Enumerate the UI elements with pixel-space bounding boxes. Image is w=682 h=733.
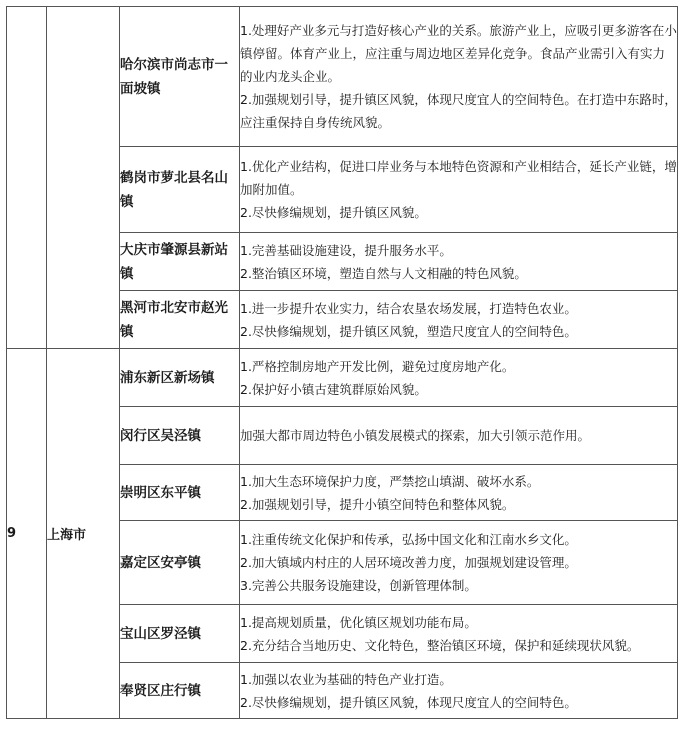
row-number-cell: 9	[7, 349, 47, 719]
town-name-cell: 哈尔滨市尚志市一面坡镇	[120, 7, 240, 147]
measure-item: 1.进一步提升农业实力，结合农垦农场发展，打造特色农业。	[240, 300, 577, 316]
measures-cell	[240, 465, 678, 521]
measure-item: 1.提高规划质量，优化镇区规划功能布局。	[240, 614, 477, 630]
town-name-cell: 鹤岗市萝北县名山镇	[120, 147, 240, 233]
measure-item: 2.尽快修编规划，提升镇区风貌。	[240, 205, 427, 220]
measures-cell	[240, 291, 678, 349]
town-name-cell: 大庆市肇源县新站镇	[120, 233, 240, 291]
town-name-cell: 黑河市北安市赵光镇	[120, 291, 240, 349]
towns-table	[6, 6, 678, 719]
measure-item: 2.加强规划引导，提升小镇空间特色和整体风貌。	[240, 496, 515, 512]
measure-item: 2.尽快修编规划，提升镇区风貌，塑造尺度宜人的空间特色。	[240, 323, 577, 339]
measures-cell	[240, 407, 678, 465]
measures-cell	[240, 7, 678, 147]
measure-item: 3.完善公共服务设施建设，创新管理体制。	[240, 578, 477, 593]
measure-item: 1.优化产业结构，促进口岸业务与本地特色资源和产业相结合，延长产业链，增加附加值。	[240, 159, 677, 197]
measure-item: 1.处理好产业多元与打造好核心产业的关系。旅游产业上，应吸引更多游客在小镇停留。体育产业上，应注重与周边地区差异化竞争。食品产业需引入有实力的业内龙头企业。	[240, 23, 677, 84]
town-name-cell: 宝山区罗泾镇	[120, 605, 240, 663]
province-cell	[47, 7, 120, 349]
measure-item: 1.注重传统文化保护和传承，弘扬中国文化和江南水乡文化。	[240, 532, 577, 547]
town-name-cell: 嘉定区安亭镇	[120, 521, 240, 605]
measure-item: 2.整治镇区环境，塑造自然与人文相融的特色风貌。	[240, 265, 527, 281]
measure-item: 2.保护好小镇古建筑群原始风貌。	[240, 381, 427, 397]
province-cell: 上海市	[47, 349, 120, 719]
measure-item: 2.加大镇域内村庄的人居环境改善力度，加强规划建设管理。	[240, 555, 577, 570]
measure-item: 1.加大生态环境保护力度，严禁挖山填湖、破坏水系。	[240, 473, 540, 489]
measure-item: 2.加强规划引导，提升镇区风貌，体现尺度宜人的空间特色。在打造中东路时，应注重保持自身传统风貌。	[240, 92, 677, 130]
measure-item: 2.充分结合当地历史、文化特色，整治镇区环境，保护和延续现状风貌。	[240, 637, 640, 653]
measure-item: 1.严格控制房地产开发比例，避免过度房地产化。	[240, 358, 515, 374]
towns-table-body	[7, 7, 678, 719]
town-name-cell: 闵行区吴泾镇	[120, 407, 240, 465]
town-name-cell: 崇明区东平镇	[120, 465, 240, 521]
row-number-cell	[7, 7, 47, 349]
measure-item: 2.尽快修编规划，提升镇区风貌，体现尺度宜人的空间特色。	[240, 694, 577, 710]
measures-cell	[240, 233, 678, 291]
measure-item: 1.完善基础设施建设，提升服务水平。	[240, 242, 452, 258]
measures-cell	[240, 147, 678, 233]
measures-cell	[240, 521, 678, 605]
measures-cell	[240, 605, 678, 663]
measures-cell	[240, 349, 678, 407]
measures-cell	[240, 663, 678, 719]
measure-item: 加强大都市周边特色小镇发展模式的探索，加大引领示范作用。	[240, 428, 591, 443]
town-name-cell: 奉贤区庄行镇	[120, 663, 240, 719]
table-row	[7, 349, 678, 407]
town-name-cell: 浦东新区新场镇	[120, 349, 240, 407]
table-row	[7, 7, 678, 147]
measure-item: 1.加强以农业为基础的特色产业打造。	[240, 671, 452, 687]
